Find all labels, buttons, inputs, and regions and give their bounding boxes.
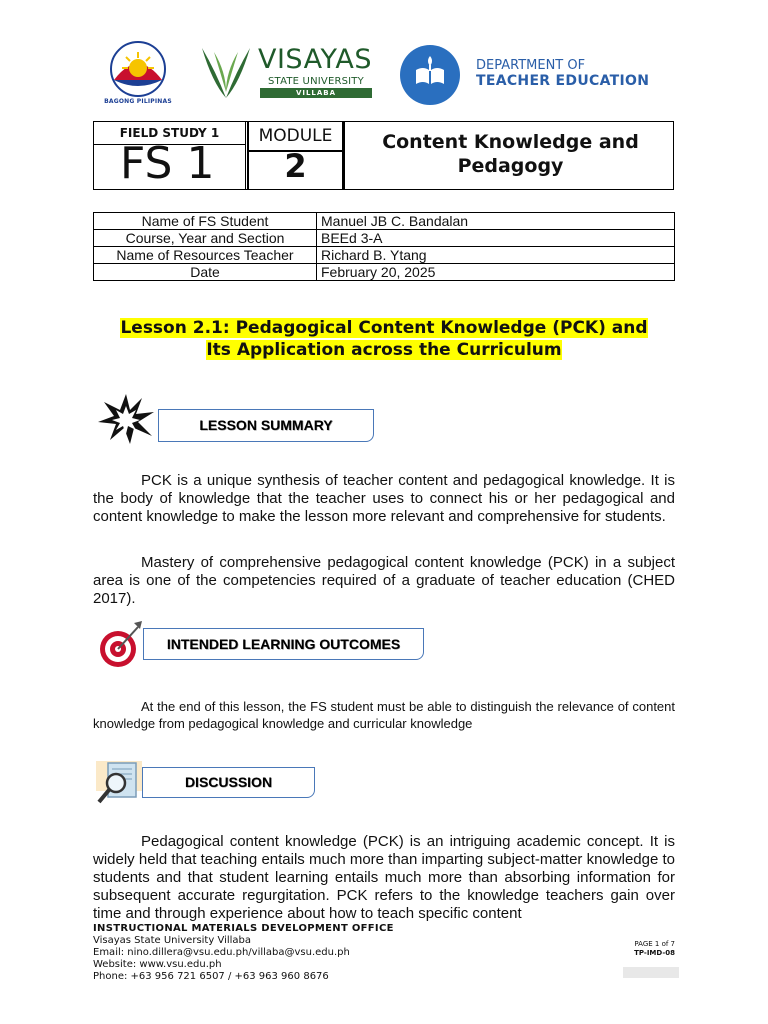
info-label: Name of FS Student (94, 213, 317, 230)
info-label: Name of Resources Teacher (94, 247, 317, 264)
paragraph-text: PCK is a unique synthesis of teacher content and pedagogical knowledge. It is the body of knowledge that the teacher uses to connect his or her pedagogical and content knowledge to make the lesson more relevant and comprehensive for students. (93, 472, 675, 525)
university-subtitle: STATE UNIVERSITY (268, 76, 364, 87)
module-label: MODULE (258, 126, 333, 146)
paragraph-text: Pedagogical content knowledge (PCK) is an intriguing academic concept. It is widely held that teaching entails much more than imparting subject-matter knowledge to students and that student learning entails much more than absorbing information for subsequent accurate regurgitation. PCK refers to the knowledge teachers gain over time and through experience about how to teach specific content (93, 833, 675, 922)
paragraph-text: At the end of this lesson, the FS student must be able to distinguish the relevance of content knowledge from pedagogical knowledge and curricular knowledge (93, 699, 675, 731)
leaf-emblem-icon (196, 42, 256, 102)
field-study-label: FIELD STUDY 1 (119, 126, 220, 140)
sun-seal-icon (104, 40, 172, 98)
discussion-heading: DISCUSSION (142, 767, 315, 798)
info-label: Date (94, 264, 317, 281)
university-campus: VILLABA (260, 88, 372, 98)
field-study-cell (94, 122, 246, 189)
paragraph-text: Mastery of comprehensive pedagogical content knowledge (PCK) in a subject area is one of the competencies required of a graduate of teacher education (CHED 2017). (93, 554, 675, 607)
table-row (94, 213, 675, 230)
lesson-title-line-1: Lesson 2.1: Pedagogical Content Knowledge (PCK) and (120, 318, 648, 338)
vsu-logo (196, 42, 378, 102)
lesson-title (90, 317, 678, 361)
summary-paragraph-1 (93, 472, 675, 526)
info-label: Course, Year and Section (94, 230, 317, 247)
discussion-paragraph (93, 833, 675, 924)
table-row (94, 247, 675, 264)
department-label: DEPARTMENT OF (476, 58, 586, 73)
summary-paragraph-2 (93, 554, 675, 608)
title-block (93, 121, 674, 190)
learning-outcomes-heading: INTENDED LEARNING OUTCOMES (143, 628, 424, 660)
field-study-code: FS 1 (120, 138, 215, 189)
department-name: TEACHER EDUCATION (476, 73, 650, 89)
module-number: 2 (284, 147, 307, 185)
footer-website: Website: www.vsu.edu.ph (93, 959, 222, 970)
student-info-table (93, 212, 675, 281)
table-row (94, 230, 675, 247)
info-value: Richard B. Ytang (317, 247, 675, 264)
magnifier-document-icon (94, 759, 144, 807)
department-logo (398, 44, 668, 106)
target-icon (98, 619, 144, 669)
info-value: February 20, 2025 (317, 264, 675, 281)
info-value: BEEd 3-A (317, 230, 675, 247)
book-torch-icon (398, 44, 462, 106)
footer-contact (93, 923, 394, 983)
footer-phone: Phone: +63 956 721 6507 / +63 963 960 8676 (93, 971, 329, 982)
bagong-pilipinas-label: BAGONG PILIPINAS (104, 98, 172, 105)
table-row (94, 264, 675, 281)
page-number: PAGE 1 of 7 (634, 940, 675, 948)
bagong-pilipinas-logo (104, 40, 172, 110)
module-cell (247, 122, 345, 189)
footer-university: Visayas State University Villaba (93, 935, 252, 946)
page-info (600, 940, 675, 958)
footer-office: INSTRUCTIONAL MATERIALS DEVELOPMENT OFFICE (93, 923, 394, 934)
info-value: Manuel JB C. Bandalan (317, 213, 675, 230)
lesson-summary-heading: LESSON SUMMARY (158, 409, 374, 442)
footer-strip (623, 967, 679, 978)
university-name: VISAYAS (258, 44, 372, 75)
module-title: Content Knowledge and Pedagogy (382, 131, 639, 177)
lesson-title-line-2: Its Application across the Curriculum (206, 340, 562, 360)
starburst-icon (96, 392, 156, 446)
outcomes-paragraph (93, 698, 675, 732)
footer-email: Email: nino.dillera@vsu.edu.ph/villaba@vsu.edu.ph (93, 947, 350, 958)
document-code: TP-IMD-08 (634, 949, 675, 957)
